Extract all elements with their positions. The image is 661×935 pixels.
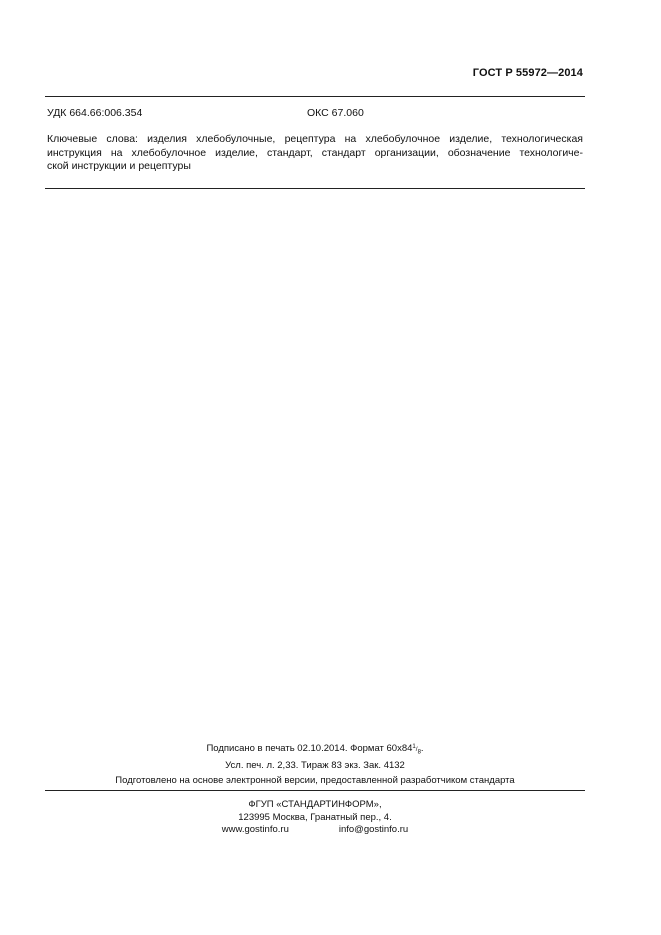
publisher-email-link[interactable]: info@gostinfo.ru [338,824,409,835]
publisher-address: 123995 Москва, Гранатный пер., 4. [238,811,392,823]
publisher-block [45,799,585,837]
signed-for-print-line [45,741,585,758]
oks-code: ОКС 67.060 [307,107,364,119]
format-numerator: 1 [412,743,416,750]
imprint-block [45,741,585,789]
format-fraction: $^1/_8$ [412,743,421,756]
prepared-note-line: Подготовлено на основе электронной версии, предоставленной разработчиком стандарта [115,775,515,786]
standard-number: ГОСТ Р 55972—2014 [472,67,583,79]
signed-suffix: . [420,743,424,754]
print-details-line: Усл. печ. л. 2,33. Тираж 83 экз. Зак. 4132 [225,759,405,771]
publisher-name: ФГУП «СТАНДАРТИНФОРМ», [248,799,382,810]
format-denominator: 8 [417,749,421,756]
publisher-website-link[interactable]: www.gostinfo.ru [221,824,289,835]
middle-divider [45,188,585,189]
udk-code: УДК 664.66:006.354 [47,107,143,119]
signed-prefix: Подписано в печать 02.10.2014. Формат 60х84 [206,743,413,754]
bottom-divider [45,790,585,791]
keywords-line: ской инструкции и рецептуры [47,160,191,172]
keywords-paragraph [47,133,583,174]
top-divider [45,96,585,97]
publisher-contacts [45,824,585,837]
keywords-line: Ключевые слова: изделия хлебобулочные, рецептура на хлебобулочное изделие, технологическая [47,133,583,145]
keywords-line: инструкция на хлебобулочное изделие, стандарт, стандарт организации, обозначение технологиче- [47,146,583,159]
